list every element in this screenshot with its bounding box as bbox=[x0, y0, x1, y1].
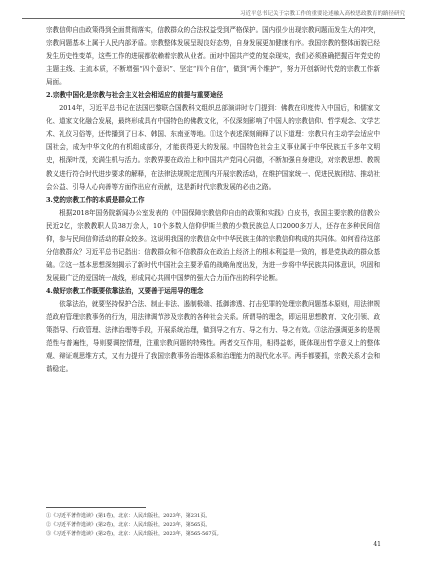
header-rule bbox=[22, 18, 405, 19]
paragraph-mass-work: 根据2018年国务院新闻办公室发表的《中国保障宗教信仰自由的政策和实践》白皮书，我国主要宗教的信教公民近2亿，宗教教职人员38万余人，10个多数人信仰伊斯兰教的少数民族总人口2000多万人，还存在多种民间信仰，参与民间信仰活动的群众较多。这说明我国的宗教信众中中华民族主体的宗教信仰构成的共同体。如何看待这部分信教群众？习近平总书记指出：信教群众和不信教群众在政治上经济上的根本利益是一致的，都是党执政的群众基础。②这一基本思想深刻揭示了新时代中国社会主要矛盾的战略角度出发，为进一步将中华民族共同体意识，巩固和发展最广泛的爱国统一战线，形成同心共圆中国梦的强大合力而作出的科学论断。 bbox=[46, 208, 380, 282]
footnote-1: ①《习近平著作选读》(第1卷)，北京：人民出版社，2023年，第231页。 bbox=[46, 513, 211, 519]
section-heading-4: 4.做好宗教工作既要依靠法治，又要善于运用导的理念 bbox=[46, 286, 204, 295]
paragraph-sinicization: 2014年，习近平总书记在法国巴黎联合国教科文组织总部演讲时专门提到：佛教在印度传入中国后，和儒家文化、道家文化融合发展，最终形成具有中国特色的佛教文化，不仅深刻影响了中国人的宗教信仰、哲学观念、文学艺术、礼仪习俗等，还传播到了日本、韩国、东南亚等地。①这个表述深刻阐释了以下道理：宗教只有主动学会适应中国社会，成为中华文化的有机组成部分，才能获得更大的发展。中国特色社会主义事业属于中华民族五千多年文明史，根深叶茂，充满生机与活力。宗教界要在政治上和中国共产党同心同德，不断加强自身建设，对宗教思想、教规教义进行符合时代进步要求的解释，在法律法规规定范围内开展宗教活动，在维护国家统一、促进民族团结、推动社会公益、引导人心向善等方面作出应有贡献，这是新时代宗教发展的必由之路。 bbox=[46, 104, 380, 191]
footnote-3: ③《习近平著作选读》(第2卷)，北京：人民出版社，2023年，第565-567页。 bbox=[46, 531, 222, 537]
running-header-title: 习近平总书记关于宗教工作的重要论述融入高校思政教育的路径研究 bbox=[239, 11, 405, 17]
running-header bbox=[0, 0, 427, 20]
paragraph-rule-of-law: 依靠法治，就要坚持保护合法、制止非法、遏制极端、抵御渗透、打击犯罪的处理宗教问题基本原则，用法律规范政府管理宗教事务的行为，用法律调节涉及宗教的各种社会关系。所谓导的理念，即运用思想教育、文化引领、政策指导、行政管理、法律治理等手段，开展系统治理，做到导之有方、导之有力、导之有效。③法治强调更多的是规范性与普遍性，导则要调控情理，注重宗教问题的特殊性。两者交互作用，相得益彰，既体现出哲学意义上的整体观、辩证观思维方式，又有力提升了我国宗教事务治理体系和治理能力的现代化水平。两手都要抓，宗教关系才会和谐稳定。 bbox=[46, 299, 380, 374]
footnote-rule bbox=[46, 507, 146, 508]
section-heading-2: 2.宗教中国化是宗教与社会主义社会相适应的前提与重要途径 bbox=[46, 91, 224, 100]
footnote-2: ②《习近平著作选读》(第2卷)，北京：人民出版社，2023年，第565页。 bbox=[46, 522, 211, 528]
page-number: 41 bbox=[373, 541, 381, 548]
section-heading-3: 3.党的宗教工作的本质是群众工作 bbox=[46, 195, 145, 204]
footnotes bbox=[46, 507, 380, 539]
article-body bbox=[46, 24, 380, 376]
paragraph-intro: 宗教信仰自由政策得到全面贯彻落实，信教群众的合法权益受到严格保护。国内很少出现宗教问题而发生大的冲突，宗教问题基本上属于人民内部矛盾。宗教整体发展呈现良好态势，自身发展更加健康有序。我国宗教的整体面貌已经发生历史性变革，这些工作的进展都依赖着宗教从业者。面对中国共产党的复杂现实，我们必须准确把握百年党史的主题主线、主流本质，不断增强“四个意识”、坚定“四个自信”，做到“两个维护”，努力开创新时代党的宗教工作新局面。 bbox=[46, 26, 380, 87]
